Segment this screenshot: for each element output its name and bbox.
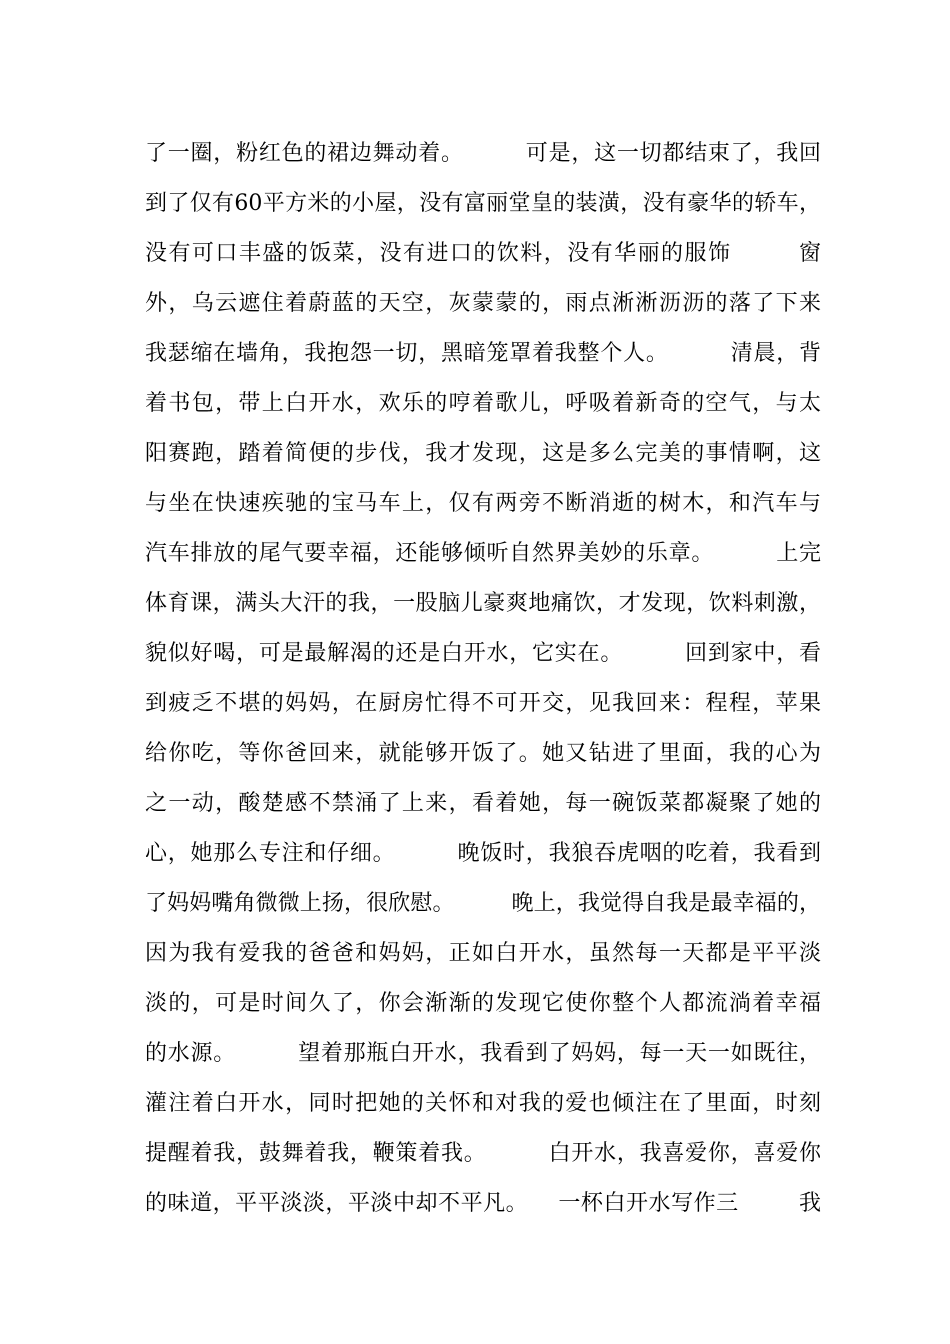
text-line: 着书包，带上白开水，欢乐的哼着歌儿，呼吸着新奇的空气，与太 — [145, 391, 821, 416]
text-line: 的水源。 望着那瓶白开水，我看到了妈妈，每一天一如既往， — [145, 1041, 821, 1066]
essay-body — [145, 131, 821, 1231]
text-line: 没有可口丰盛的饭菜，没有进口的饮料，没有华丽的服饰 窗 — [145, 241, 821, 266]
text-line: 淡的，可是时间久了，你会渐渐的发现它使你整个人都流淌着幸福 — [145, 991, 821, 1016]
text-line: 了一圈，粉红色的裙边舞动着。 可是，这一切都结束了，我回 — [145, 141, 821, 166]
text-line: 到了仅有60平方米的小屋，没有富丽堂皇的装潢，没有豪华的轿车， — [145, 191, 821, 216]
text-line: 灌注着白开水，同时把她的关怀和对我的爱也倾注在了里面，时刻 — [145, 1091, 821, 1116]
text-line: 汽车排放的尾气要幸福，还能够倾听自然界美妙的乐章。 上完 — [145, 541, 821, 566]
text-line: 因为我有爱我的爸爸和妈妈，正如白开水，虽然每一天都是平平淡 — [145, 941, 821, 966]
text-line: 到疲乏不堪的妈妈，在厨房忙得不可开交，见我回来：程程，苹果 — [145, 691, 821, 716]
text-line: 之一动，酸楚感不禁涌了上来，看着她，每一碗饭菜都凝聚了她的 — [145, 791, 821, 816]
text-line: 体育课，满头大汗的我，一股脑儿豪爽地痛饮，才发现，饮料刺激， — [145, 591, 821, 616]
text-line: 我瑟缩在墙角，我抱怨一切，黑暗笼罩着我整个人。 清晨，背 — [145, 341, 821, 366]
text-line: 与坐在快速疾驰的宝马车上，仅有两旁不断消逝的树木，和汽车与 — [145, 491, 821, 516]
text-line: 貌似好喝，可是最解渴的还是白开水，它实在。 回到家中，看 — [145, 641, 821, 666]
text-line: 心，她那么专注和仔细。 晚饭时，我狼吞虎咽的吃着，我看到 — [145, 841, 821, 866]
text-line: 外，乌云遮住着蔚蓝的天空，灰蒙蒙的，雨点淅淅沥沥的落了下来 — [145, 291, 821, 316]
text-line: 提醒着我，鼓舞着我，鞭策着我。 白开水，我喜爱你，喜爱你 — [145, 1141, 821, 1166]
text-line: 了妈妈嘴角微微上扬，很欣慰。 晚上，我觉得自我是最幸福的， — [145, 891, 821, 916]
text-line: 阳赛跑，踏着简便的步伐，我才发现，这是多么完美的事情啊，这 — [145, 441, 821, 466]
text-line: 的味道，平平淡淡，平淡中却不平凡。 一杯白开水写作三 我 — [145, 1191, 821, 1216]
text-line: 给你吃，等你爸回来，就能够开饭了。她又钻进了里面，我的心为 — [145, 741, 821, 766]
